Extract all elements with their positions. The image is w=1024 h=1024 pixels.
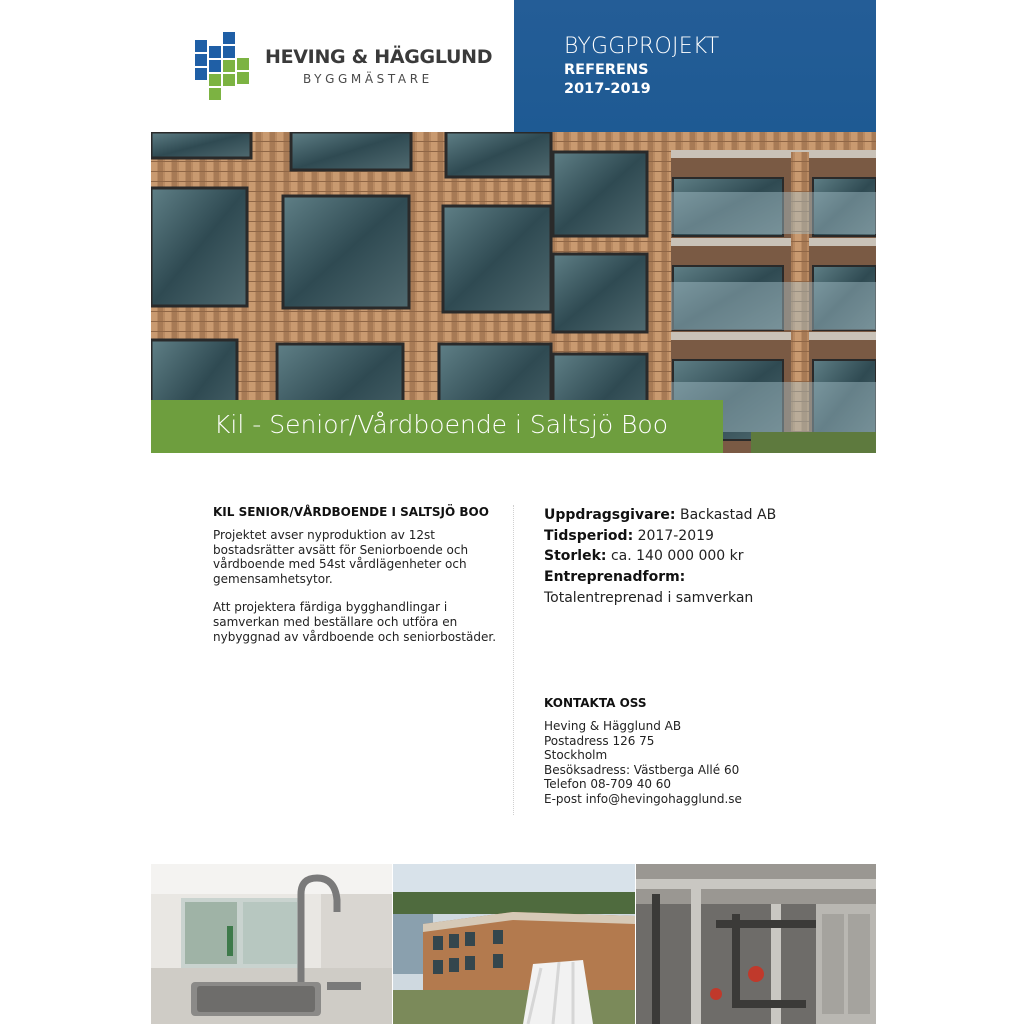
contact-city: Stockholm	[544, 748, 608, 763]
fact-size-label: Storlek:	[544, 548, 607, 565]
contact-visit-address: Besöksadress: Västberga Allé 60	[544, 762, 740, 777]
fact-client-label: Uppdragsgivare:	[544, 507, 676, 523]
logo-area	[151, 0, 514, 132]
fact-period-label: Tidsperiod:	[544, 527, 634, 544]
contact-phone: Telefon 08-709 40 60	[544, 777, 672, 792]
brand-subtitle: BYGGMÄSTARE	[303, 72, 433, 86]
contact-company: Heving & Hägglund AB	[544, 719, 682, 733]
fact-size-value: ca. 140 000 000 kr	[606, 548, 744, 565]
header-years: 2017-2019	[564, 81, 651, 97]
contact-email: E-post info@hevingohagglund.se	[544, 791, 742, 806]
technical-room-photo	[636, 864, 876, 1024]
header-title: BYGGPROJEKT	[564, 34, 720, 59]
project-facts	[544, 505, 864, 609]
project-paragraph-1: Projektet avser nyproduktion av 12st bostadsrätter avsätt för Seniorboende och vårdboende med 54st vårdlägenheter och gemensamhetsytor.	[213, 528, 469, 586]
fact-contract	[544, 567, 864, 588]
project-paragraph-2: Att projektera färdiga bygghandlingar i samverkan med beställare och utföra en nybyggnad av vårdboende och seniorbostäder.	[213, 600, 497, 644]
contact-section	[544, 696, 864, 807]
company-logo-icon	[195, 32, 253, 104]
contact-postal: Postadress 126 75	[544, 733, 655, 748]
kitchen-photo	[151, 864, 392, 1024]
aerial-photo	[393, 864, 635, 1024]
fact-contract-value: Totalentreprenad i samverkan	[544, 589, 754, 606]
fact-client-value: Backastad AB	[675, 507, 777, 523]
fact-period	[544, 526, 864, 547]
hero-title-band	[151, 400, 723, 453]
contact-heading: KONTAKTA OSS	[544, 696, 647, 710]
header-band	[514, 0, 876, 132]
column-divider	[513, 505, 514, 815]
fact-contract-label: Entreprenadform:	[544, 569, 686, 586]
fact-period-value: 2017-2019	[633, 527, 714, 544]
project-title: Kil - Senior/Vårdboende i Saltsjö Boo	[214, 410, 669, 439]
project-description	[213, 505, 503, 658]
fact-size	[544, 546, 864, 567]
header-subtitle: REFERENS	[564, 62, 649, 78]
brand-name: HEVING & HÄGGLUND	[265, 46, 493, 68]
fact-client	[544, 505, 864, 526]
project-heading: KIL SENIOR/VÅRDBOENDE I SALTSJÖ BOO	[213, 505, 489, 519]
